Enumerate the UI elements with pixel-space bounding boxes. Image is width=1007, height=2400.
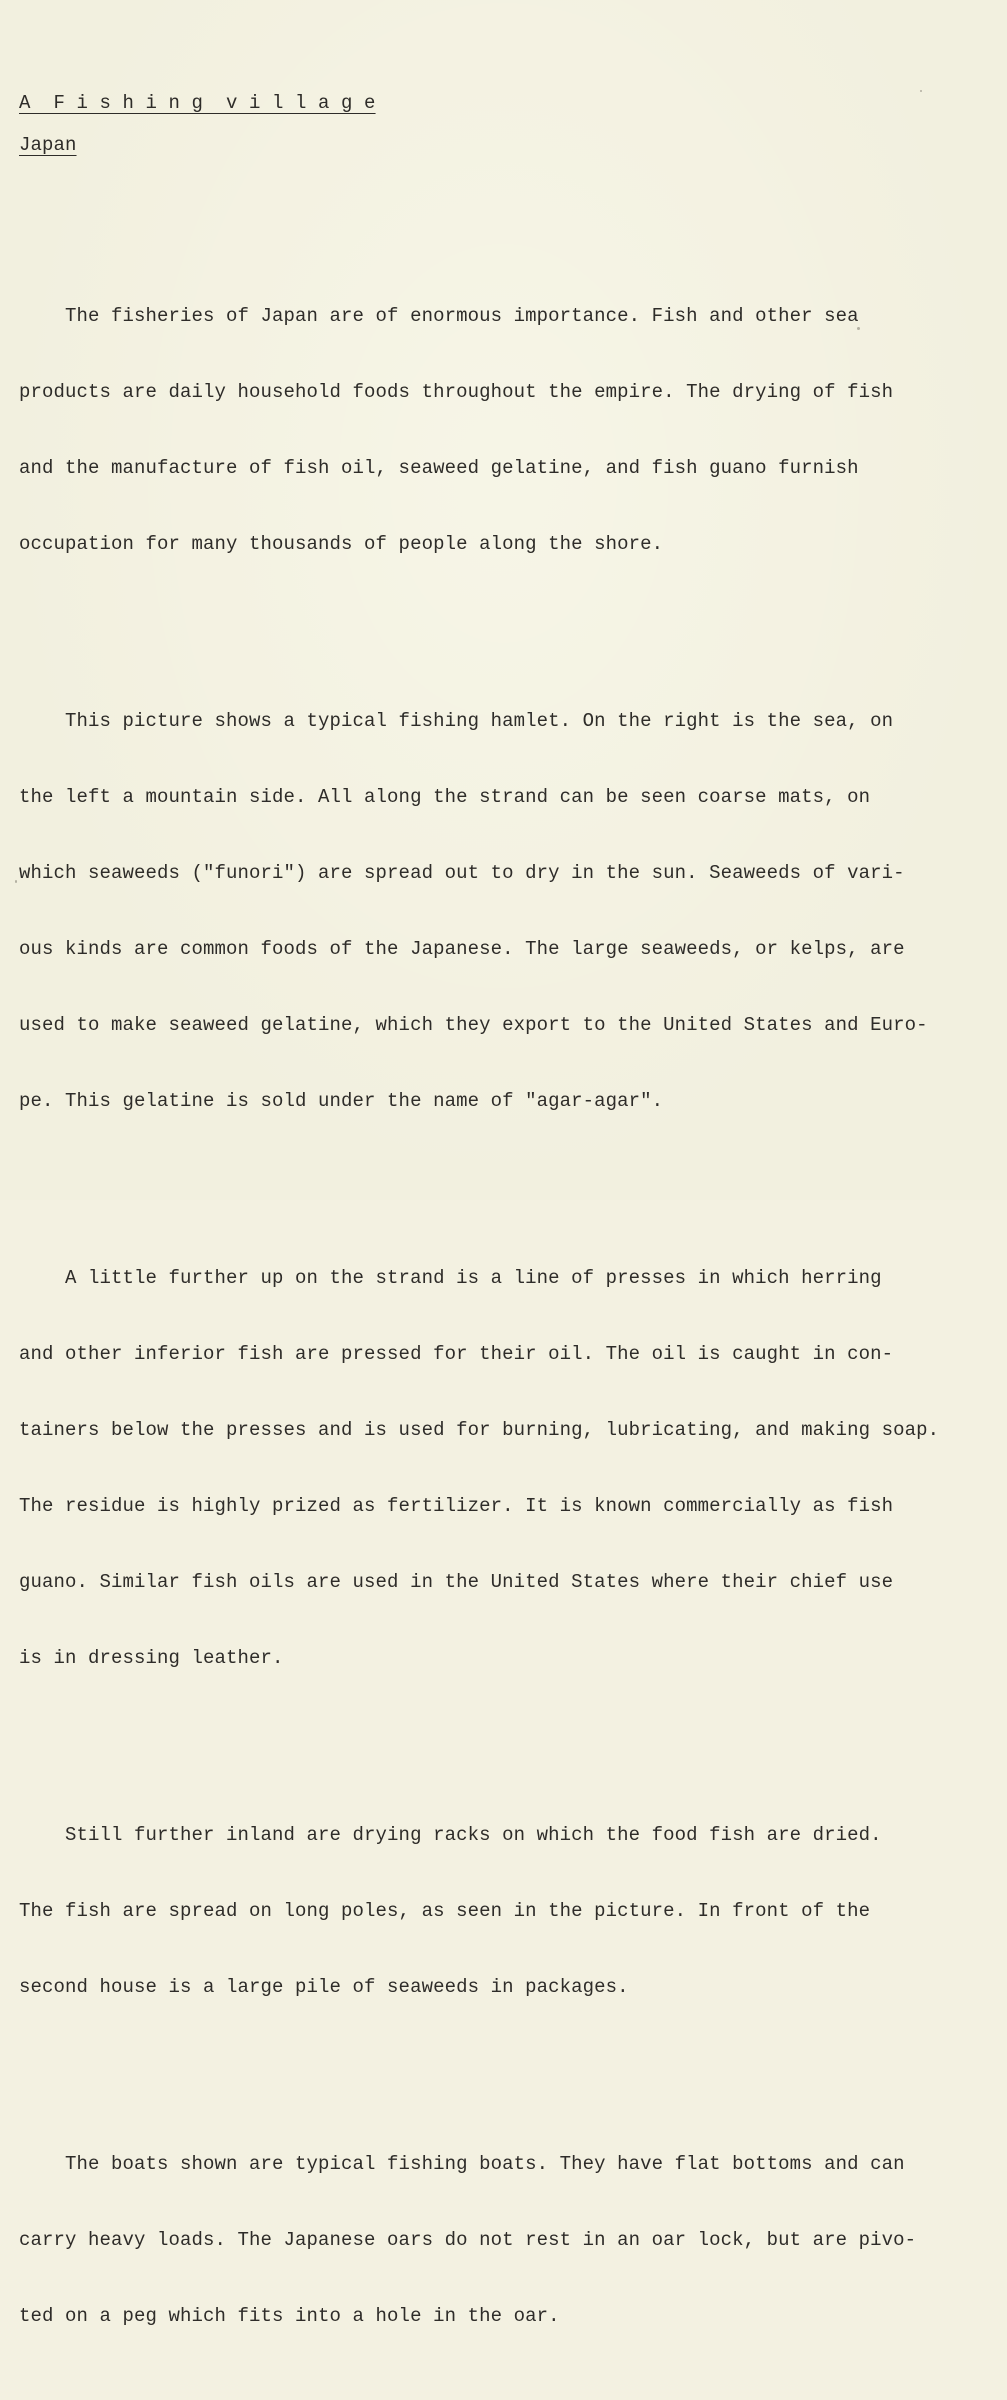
text-line: This picture shows a typical fishing hamlet. On the right is the sea, on <box>19 710 894 732</box>
paragraph-1 <box>19 257 1004 605</box>
text-line: used to make seaweed gelatine, which they export to the United States and Euro- <box>19 1014 928 1036</box>
text-line: and the manufacture of fish oil, seaweed gelatine, and fish guano furnish <box>19 457 859 479</box>
paragraph-4 <box>19 1776 1004 2048</box>
text-line: The residue is highly prized as fertilizer. It is known commercially as fish <box>19 1495 894 1517</box>
text-line: ted on a peg which fits into a hole in the oar. <box>19 2305 560 2327</box>
text-line: The fish are spread on long poles, as seen in the picture. In front of the <box>19 1900 871 1922</box>
text-line: the left a mountain side. All along the strand can be seen coarse mats, on <box>19 786 871 808</box>
text-line: second house is a large pile of seaweeds in packages. <box>19 1976 629 1998</box>
text-line: is in dressing leather. <box>19 1647 284 1669</box>
paragraph-3 <box>19 1219 1004 1719</box>
text-line: carry heavy loads. The Japanese oars do not rest in an oar lock, but are pivo- <box>19 2229 917 2251</box>
text-line: The fisheries of Japan are of enormous importance. Fish and other sea <box>19 305 859 327</box>
text-line: ous kinds are common foods of the Japanese. The large seaweeds, or kelps, are <box>19 938 905 960</box>
text-line: which seaweeds ("funori") are spread out to dry in the sun. Seaweeds of vari- <box>19 862 905 884</box>
text-line: occupation for many thousands of people along the shore. <box>19 533 664 555</box>
page-subtitle: Japan <box>19 134 77 156</box>
paragraph-2 <box>19 662 1004 1162</box>
body-text <box>19 213 1004 2400</box>
paper-fleck <box>920 90 922 92</box>
text-line: guano. Similar fish oils are used in the United States where their chief use <box>19 1571 894 1593</box>
text-line: The boats shown are typical fishing boats. They have flat bottoms and can <box>19 2153 905 2175</box>
paragraph-5 <box>19 2105 1004 2377</box>
paper-fleck <box>857 327 860 330</box>
text-line: products are daily household foods throughout the empire. The drying of fish <box>19 381 894 403</box>
text-line: pe. This gelatine is sold under the name of "agar-agar". <box>19 1090 664 1112</box>
paper-fleck <box>15 880 17 883</box>
text-line: Still further inland are drying racks on which the food fish are dried. <box>19 1824 882 1846</box>
text-line: tainers below the presses and is used for burning, lubricating, and making soap. <box>19 1419 940 1441</box>
text-line: A little further up on the strand is a line of presses in which herring <box>19 1267 882 1289</box>
page-title: A F i s h i n g v i l l a g e <box>19 92 376 114</box>
text-line: and other inferior fish are pressed for their oil. The oil is caught in con- <box>19 1343 894 1365</box>
